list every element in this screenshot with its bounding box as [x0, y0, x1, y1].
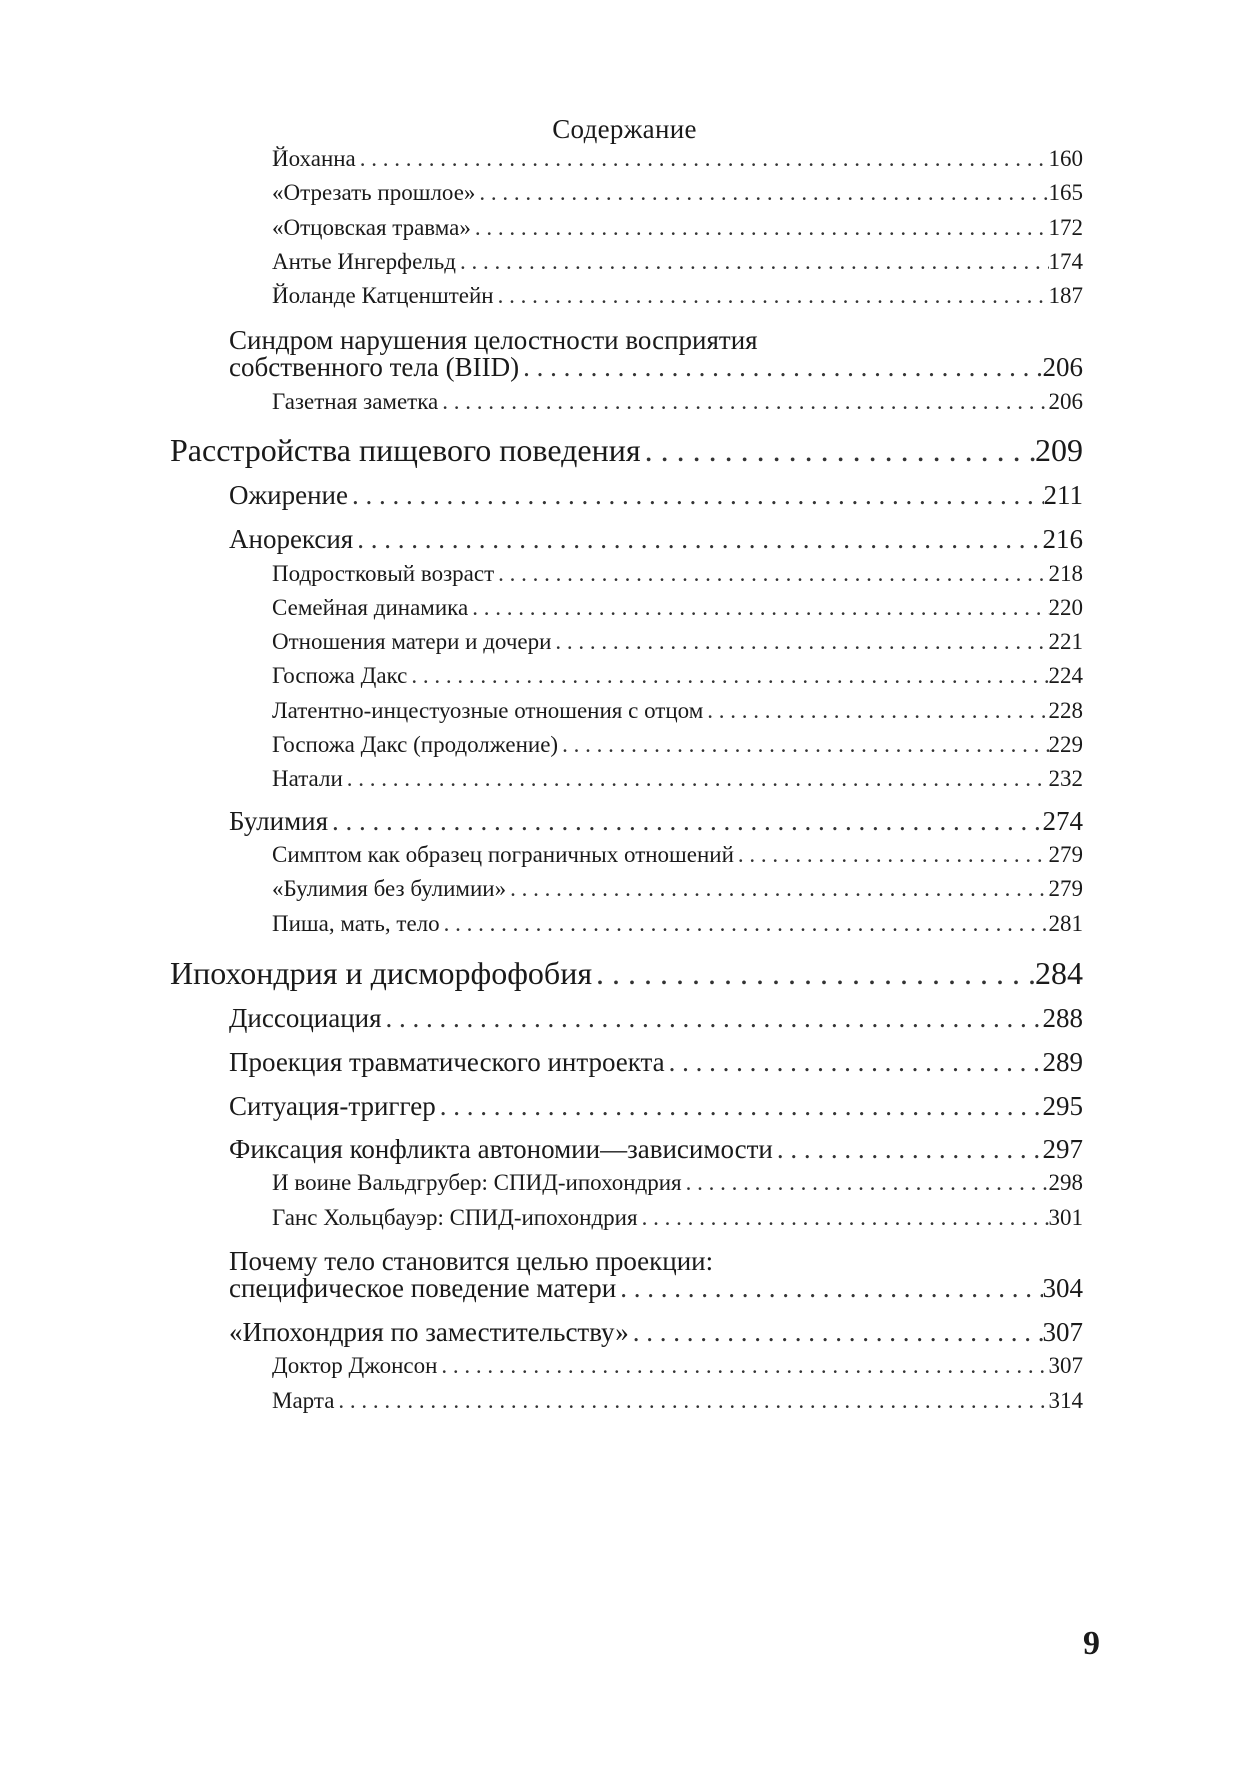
toc-entry-page: 304 [1042, 1273, 1083, 1303]
toc-entry [229, 806, 1083, 837]
toc-entry-page: 224 [1048, 663, 1083, 688]
toc-leader-dots [328, 806, 1042, 837]
toc-leader-dots [468, 595, 1048, 621]
toc-entry-page: 218 [1048, 561, 1083, 586]
toc-entry-title: Газетная заметка [272, 389, 439, 414]
toc-entry [272, 561, 1083, 587]
toc-entry-title: Госпожа Дакс [272, 663, 408, 688]
toc-leader-dots [551, 629, 1048, 655]
toc-leader-dots [558, 732, 1048, 758]
toc-entry [229, 480, 1083, 511]
toc-entry-page: 288 [1042, 1003, 1083, 1033]
toc-entry [229, 1047, 1083, 1078]
toc-entry-page: 279 [1048, 842, 1083, 867]
toc-entry-page: 220 [1048, 595, 1083, 620]
toc-entry [272, 1388, 1083, 1414]
toc-entry-title: Ситуация-триггер [229, 1091, 436, 1121]
toc-entry-title: Подростковый возраст [272, 561, 495, 586]
toc-entry [272, 698, 1083, 724]
toc-entry-title-line1: Почему тело становится целью проекции: [229, 1246, 714, 1276]
toc-entry [229, 1317, 1083, 1348]
toc-entry-page: 216 [1042, 524, 1083, 554]
toc-entry-title: Марта [272, 1388, 335, 1413]
toc-entry [229, 524, 1083, 555]
toc-leader-dots [438, 389, 1048, 415]
toc-leader-dots [519, 352, 1042, 383]
toc-entry [272, 180, 1083, 206]
toc-entry [272, 663, 1083, 689]
toc-entry-title: «Отрезать прошлое» [272, 180, 476, 205]
toc-leader-dots [665, 1047, 1043, 1078]
toc-entry-page: 289 [1042, 1047, 1083, 1077]
toc-entry-page: 172 [1048, 215, 1083, 240]
toc-entry [272, 842, 1083, 868]
toc-chapter [170, 955, 1083, 992]
toc-entry-title-line1: Синдром нарушения целостности восприятия [229, 325, 758, 355]
toc-chapter-title: Ипохондрия и дисморфофобия [170, 955, 593, 991]
toc-leader-dots [494, 283, 1049, 309]
toc-entry-title: Йоханна [272, 146, 356, 171]
toc-entry-title: Пиша, мать, тело [272, 911, 440, 936]
toc-leader-dots [436, 1091, 1043, 1122]
toc-entry-title: Анорексия [229, 524, 354, 554]
toc-entry-page: 232 [1048, 766, 1083, 791]
toc-entry-title: собственного тела (BIID) [229, 352, 520, 382]
toc-entry [272, 283, 1083, 309]
toc-entry-page: 228 [1048, 698, 1083, 723]
toc-entry-title: Антье Ингерфельд [272, 249, 456, 274]
toc-leader-dots [638, 1205, 1049, 1231]
toc-entry-page: 307 [1048, 1353, 1083, 1378]
toc-leader-dots [456, 249, 1049, 275]
toc-entry-title: Доктор Джонсон [272, 1353, 438, 1378]
toc-entry-page: 301 [1048, 1205, 1083, 1230]
toc-entry [229, 1134, 1083, 1165]
toc-entry [272, 629, 1083, 655]
toc-entry [272, 146, 1083, 172]
toc-entry-title: Госпожа Дакс (продолжение) [272, 732, 559, 757]
toc-entry [229, 1273, 1083, 1304]
toc-entry [272, 215, 1083, 241]
toc-entry-page: 165 [1048, 180, 1083, 205]
toc-entry-title: специфическое поведение матери [229, 1273, 617, 1303]
toc-entry-page: 174 [1048, 249, 1083, 274]
toc-leader-dots [506, 876, 1048, 902]
toc-entry [272, 249, 1083, 275]
toc-leader-dots [773, 1134, 1043, 1165]
toc-entry [272, 911, 1083, 937]
toc-entry [272, 766, 1083, 792]
toc-entry-page: 298 [1048, 1170, 1083, 1195]
toc-entry-title: Диссоциация [229, 1003, 382, 1033]
toc-entry-page: 274 [1042, 806, 1083, 836]
toc-leader-dots [616, 1273, 1042, 1304]
toc-entry-title: Ожирение [229, 480, 348, 510]
toc-entry [229, 1091, 1083, 1122]
toc-entry-page: 279 [1048, 876, 1083, 901]
toc-entry-page: 211 [1043, 480, 1083, 510]
toc-entry-page: 307 [1042, 1317, 1083, 1347]
toc-entry-page: 297 [1042, 1134, 1083, 1164]
toc-entry [272, 1353, 1083, 1379]
toc-entry [229, 352, 1083, 383]
page-number: 9 [1083, 1625, 1100, 1662]
toc-leader-dots [348, 480, 1044, 511]
toc-leader-dots [703, 698, 1048, 724]
toc-entry-title: Натали [272, 766, 343, 791]
toc-entry-title: Проекция травматического интроекта [229, 1047, 665, 1077]
toc-leader-dots [734, 842, 1049, 868]
toc-leader-dots [353, 524, 1042, 555]
running-head: Содержание [552, 114, 697, 144]
toc-entry-title: Булимия [229, 806, 329, 836]
toc-leader-dots [475, 180, 1048, 206]
toc-entry-title: «Отцовская травма» [272, 215, 471, 240]
toc-entry-title: Отношения матери и дочери [272, 629, 552, 654]
toc-entry-title: «Ипохондрия по заместительству» [229, 1317, 629, 1347]
toc-entry-title: Симптом как образец пограничных отношений [272, 842, 734, 867]
toc-entry [272, 732, 1083, 758]
toc-entry [272, 389, 1083, 415]
toc-entry-title: «Булимия без булимии» [272, 876, 507, 901]
toc-entry-title: И воине Вальдгрубер: СПИД-ипохондрия [272, 1170, 682, 1195]
toc-leader-dots [356, 146, 1049, 172]
toc-leader-dots [629, 1317, 1043, 1348]
toc-leader-dots [440, 911, 1049, 937]
toc-entry-page: 281 [1048, 911, 1083, 936]
toc-leader-dots [471, 215, 1049, 241]
toc-leader-dots [407, 663, 1048, 689]
toc-entry-page: 206 [1048, 389, 1083, 414]
toc-entry-page: 295 [1042, 1091, 1083, 1121]
toc-entry-page: 187 [1048, 283, 1083, 308]
toc-entry-title: Семейная динамика [272, 595, 469, 620]
toc-entry-title: Фиксация конфликта автономии—зависимости [229, 1134, 773, 1164]
toc-leader-dots [641, 432, 1035, 469]
toc-chapter-page: 284 [1035, 955, 1083, 991]
toc-chapter-title: Расстройства пищевого поведения [170, 432, 641, 468]
toc-entry-page: 229 [1048, 732, 1083, 757]
toc-leader-dots [382, 1003, 1043, 1034]
toc-leader-dots [592, 955, 1035, 992]
toc-entry-page: 160 [1048, 146, 1083, 171]
toc-entry-page: 206 [1042, 352, 1083, 382]
toc-leader-dots [494, 561, 1048, 587]
toc-entry-title: Йоланде Катценштейн [272, 283, 494, 308]
toc-leader-dots [437, 1353, 1048, 1379]
toc-entry [272, 876, 1083, 902]
toc-entry-title: Ганс Хольцбауэр: СПИД-ипохондрия [272, 1205, 638, 1230]
toc-leader-dots [343, 766, 1049, 792]
toc-chapter-page: 209 [1035, 432, 1083, 468]
toc-entry [272, 1170, 1083, 1196]
toc-entry-page: 314 [1048, 1388, 1083, 1413]
toc-entry [272, 595, 1083, 621]
toc-entry [229, 1003, 1083, 1034]
toc-entry-page: 221 [1048, 629, 1083, 654]
toc-entry-title: Латентно-инцестуозные отношения с отцом [272, 698, 704, 723]
toc-entry [272, 1205, 1083, 1231]
toc-leader-dots [682, 1170, 1049, 1196]
toc-leader-dots [334, 1388, 1048, 1414]
toc-chapter [170, 432, 1083, 469]
